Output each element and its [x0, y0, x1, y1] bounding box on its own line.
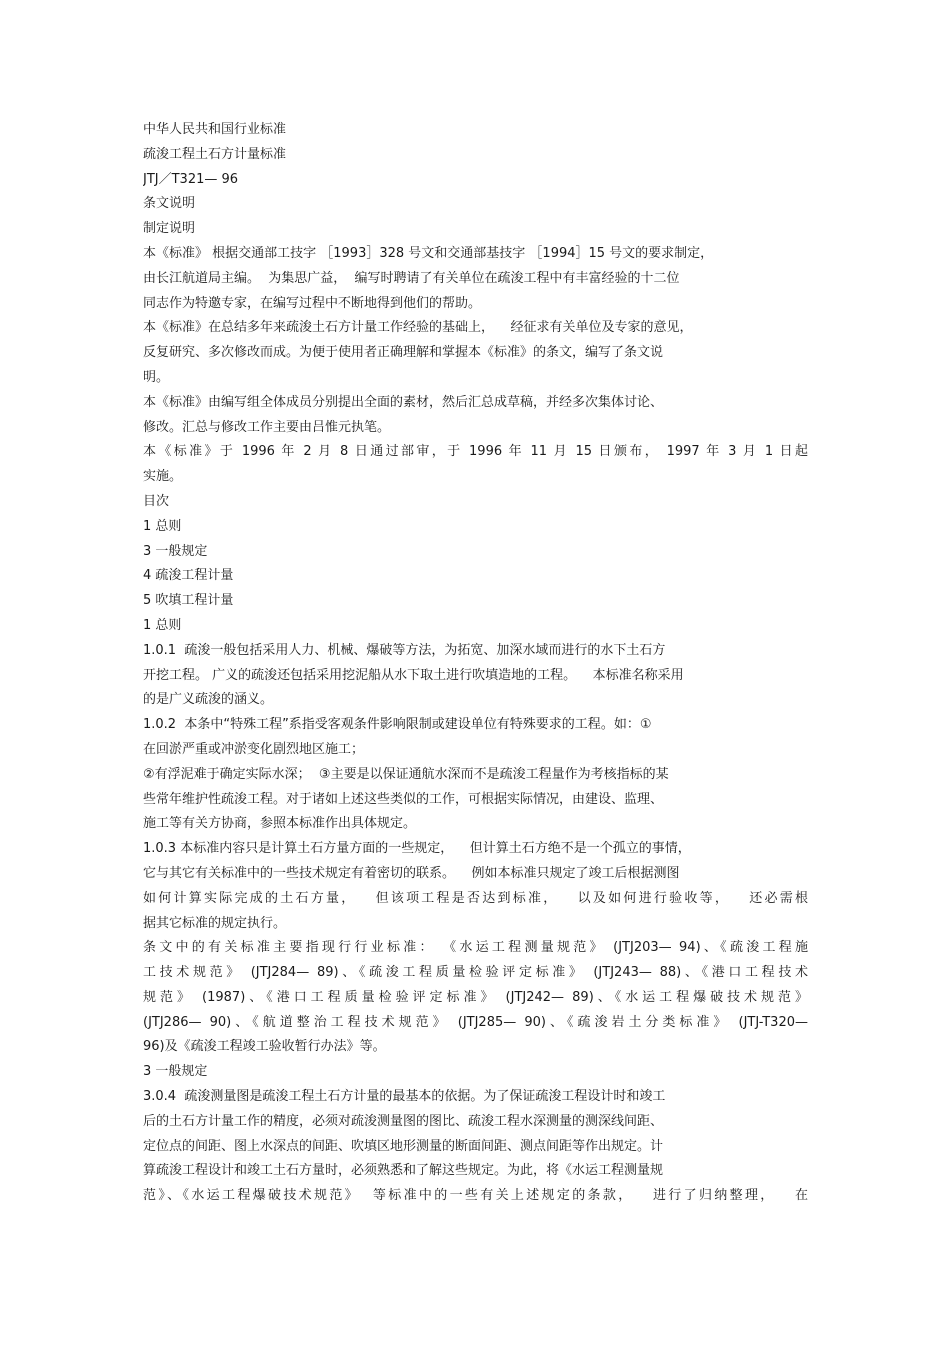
text-line: 目次 [143, 493, 170, 509]
text-line: 些常年维护性疏浚工程。对于诸如上述这些类似的工作，可根据实际情况，由建设、监理、 [143, 791, 664, 807]
text-line: 1.0.1 疏浚一般包括采用人力、机械、爆破等方法，为拓宽、加深水域而进行的水下土石方 [143, 642, 666, 658]
text-line: 算疏浚工程设计和竣工土石方量时，必须熟悉和了解这些规定。为此，将《水运工程测量规 [143, 1163, 664, 1179]
text-line: 规范》 (1987)、《港口工程质量检验评定标准》 (JTJ242— 89)、《水运工程爆破技术规范》 [143, 989, 808, 1005]
text-line: 施工等有关方协商，参照本标准作出具体规定。 [143, 816, 417, 832]
text-line: 96)及《疏浚工程竣工验收暂行办法》等。 [143, 1039, 386, 1055]
text-line: 制定说明 [143, 221, 196, 237]
text-line: 中华人民共和国行业标准 [143, 122, 287, 137]
text-line: 1.0.3 本标准内容只是计算土石方量方面的一些规定， 但计算土石方绝不是一个孤立的事情， [143, 841, 691, 857]
text-line: 反复研究、多次修改而成。为便于使用者正确理解和掌握本《标准》的条文，编写了条文说 [143, 345, 664, 361]
text-line: 条文说明 [143, 196, 196, 212]
text-line: 修改。汇总与修改工作主要由吕惟元执笔。 [143, 419, 391, 435]
text-line: 1 总则 [143, 518, 182, 534]
text-line: ②有浮泥难于确定实际水深； ③主要是以保证通航水深而不是疏浚工程量作为考核指标的某 [143, 766, 669, 782]
text-line: 本《标准》 根据交通部工技字 ［1993］328 号文和交通部基技字 ［1994］15 号文的要求制定， [143, 245, 714, 261]
text-line: 它与其它有关标准中的一些技术规定有着密切的联系。 例如本标准只规定了竣工后根据测图 [143, 865, 680, 881]
text-line: 同志作为特邀专家，在编写过程中不断地得到他们的帮助。 [143, 295, 482, 311]
text-line: JTJ／T321— 96 [143, 171, 239, 187]
text-line: 在回淤严重或冲淤变化剧烈地区施工； [143, 741, 365, 757]
text-line: 后的土石方计量工作的精度，必须对疏浚测量图的图比、疏浚工程水深测量的测深线间距、 [143, 1113, 664, 1129]
text-line: 3.0.4 疏浚测量图是疏浚工程土石方计量的最基本的依据。为了保证疏浚工程设计时和竣工 [143, 1089, 666, 1105]
text-line: (JTJ286— 90)、《航道整治工程技术规范》 (JTJ285— 90)、《疏浚岩土分类标准》 (JTJ-T320— [143, 1014, 808, 1030]
text-line: 3 一般规定 [143, 1064, 208, 1080]
text-line: 5 吹填工程计量 [143, 593, 234, 609]
text-line: 工技术规范》 (JTJ284— 89)、《疏浚工程质量检验评定标准》 (JTJ243— 88)、《港口工程技术 [143, 965, 808, 981]
text-line: 本《标准》于 1996 年 2 月 8 日通过部审，于 1996 年 11 月 15 日颁布， 1997 年 3 月 1 日起 [143, 444, 808, 460]
document-body [143, 118, 808, 1209]
text-line: 本《标准》在总结多年来疏浚土石方计量工作经验的基础上， 经征求有关单位及专家的意见， [143, 320, 693, 336]
text-line: 疏浚工程土石方计量标准 [143, 146, 287, 162]
text-line: 1.0.2 本条中“特殊工程”系指受客观条件影响限制或建设单位有特殊要求的工程。如：① [143, 717, 652, 733]
text-line: 明。 [143, 369, 170, 385]
text-line: 实施。 [143, 469, 183, 485]
text-line: 1 总则 [143, 617, 182, 633]
text-line: 据其它标准的规定执行。 [143, 915, 287, 931]
text-line: 如何计算实际完成的土石方量， 但该项工程是否达到标准， 以及如何进行验收等， 还必需根 [143, 890, 808, 906]
text-line: 4 疏浚工程计量 [143, 568, 234, 584]
text-line: 3 一般规定 [143, 543, 208, 559]
text-line: 定位点的间距、图上水深点的间距、吹填区地形测量的断面间距、测点间距等作出规定。计 [143, 1138, 664, 1154]
text-line: 本《标准》由编写组全体成员分别提出全面的素材，然后汇总成草稿，并经多次集体讨论、 [143, 394, 664, 410]
text-line: 条文中的有关标准主要指现行行业标准： 《水运工程测量规范》 (JTJ203— 94)、《疏浚工程施 [143, 940, 808, 956]
text-line: 的是广义疏浚的涵义。 [143, 692, 274, 708]
text-line: 范》、《水运工程爆破技术规范》 等标准中的一些有关上述规定的条款， 进行了归纳整理， 在 [143, 1188, 808, 1204]
text-line: 由长江航道局主编。 为集思广益， 编写时聘请了有关单位在疏浚工程中有丰富经验的十二位 [143, 270, 680, 286]
text-line: 开挖工程。 广义的疏浚还包括采用挖泥船从水下取土进行吹填造地的工程。 本标准名称采用 [143, 667, 684, 683]
